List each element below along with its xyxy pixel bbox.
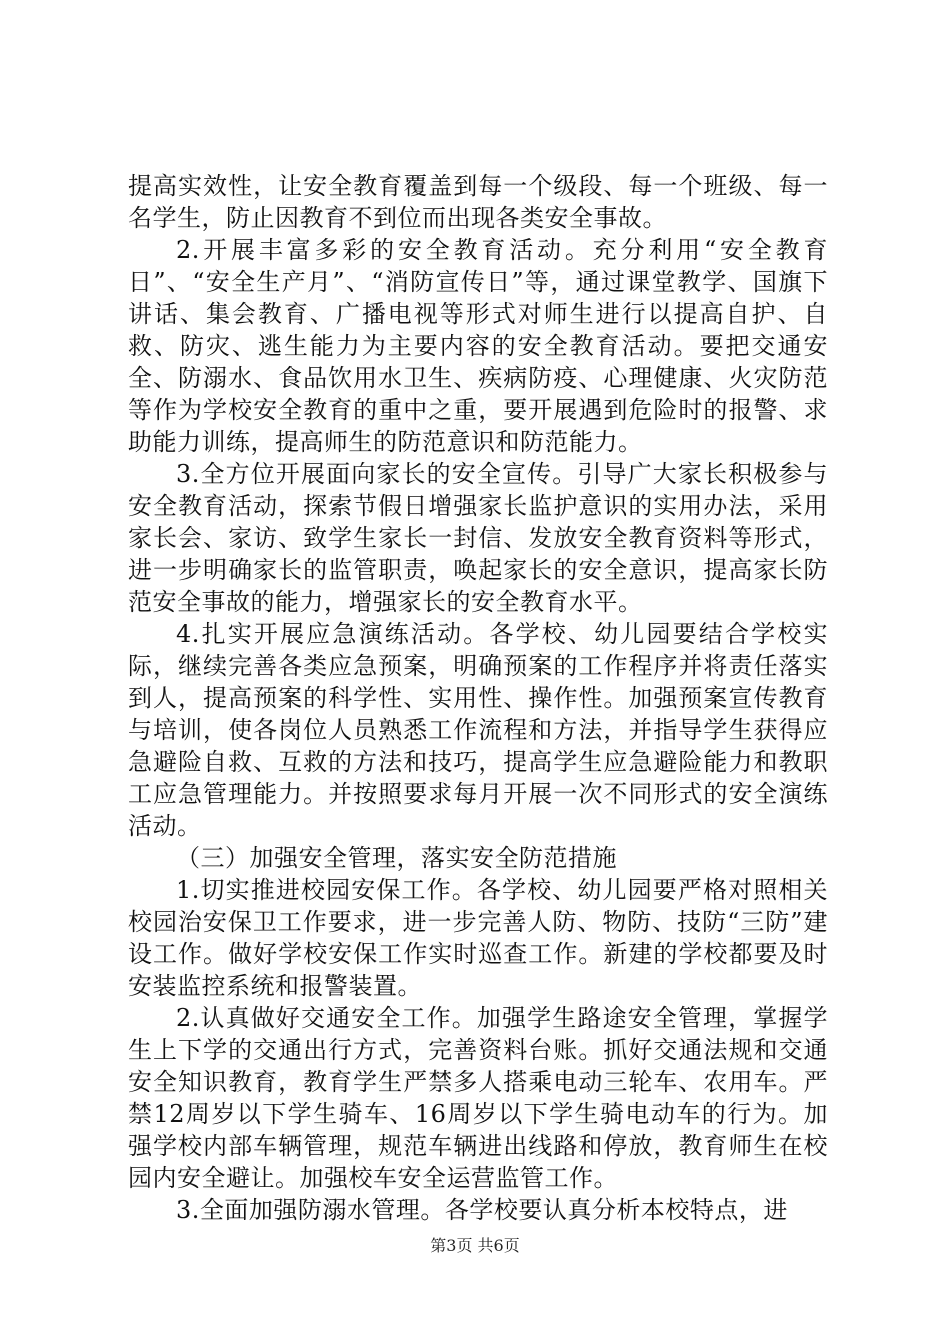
paragraph-drowning-prevention: 3.全面加强防溺水管理。各学校要认真分析本校特点，进 <box>176 1196 788 1224</box>
document-body <box>128 170 828 1226</box>
paragraph-continuation: 提高实效性，让安全教育覆盖到每一个级段、每一个班级、每一名学生，防止因教育不到位而出现各类安全事故。 <box>128 172 828 232</box>
paragraph-traffic-safety: 2.认真做好交通安全工作。加强学生路途安全管理，掌握学生上下学的交通出行方式，完善资料台账。抓好交通法规和交通安全知识教育，教育学生严禁多人搭乘电动三轮车、农用车。严禁12周岁以下学生骑车、16周岁以下学生骑电动车的行为。加强学校内部车辆管理，规范车辆进出线路和停放，教育师生在校园内安全避让。加强校车安全运营监管工作。 <box>128 1004 828 1192</box>
page-number: 第3页 共6页 <box>430 1236 520 1255</box>
paragraph-parent-publicity: 3.全方位开展面向家长的安全宣传。引导广大家长积极参与安全教育活动，探索节假日增强家长监护意识的实用办法，采用家长会、家访、致学生家长一封信、发放安全教育资料等形式，进一步明确家长的监管职责，唤起家长的安全意识，提高家长防范安全事故的能力，增强家长的安全教育水平。 <box>128 460 828 616</box>
section-heading: （三）加强安全管理，落实安全防范措施 <box>176 844 617 872</box>
paragraph-emergency-drills: 4.扎实开展应急演练活动。各学校、幼儿园要结合学校实际，继续完善各类应急预案，明确预案的工作程序并将责任落实到人，提高预案的科学性、实用性、操作性。加强预案宣传教育与培训，使各岗位人员熟悉工作流程和方法，并指导学生获得应急避险自救、互救的方法和技巧，提高学生应急避险能力和教职工应急管理能力。并按照要求每月开展一次不同形式的安全演练活动。 <box>128 620 828 840</box>
paragraph-campus-security: 1.切实推进校园安保工作。各学校、幼儿园要严格对照相关校园治安保卫工作要求，进一步完善人防、物防、技防“三防”建设工作。做好学校安保工作实时巡查工作。新建的学校都要及时安装监控系统和报警装置。 <box>128 876 828 1000</box>
paragraph-education-activities: 2.开展丰富多彩的安全教育活动。充分利用“安全教育日”、“安全生产月”、“消防宣传日”等，通过课堂教学、国旗下讲话、集会教育、广播电视等形式对师生进行以提高自护、自救、防灾、逃生能力为主要内容的安全教育活动。要把交通安全、防溺水、食品饮用水卫生、疾病防疫、心理健康、火灾防范等作为学校安全教育的重中之重，要开展遇到危险时的报警、求助能力训练，提高师生的防范意识和防范能力。 <box>128 236 828 456</box>
